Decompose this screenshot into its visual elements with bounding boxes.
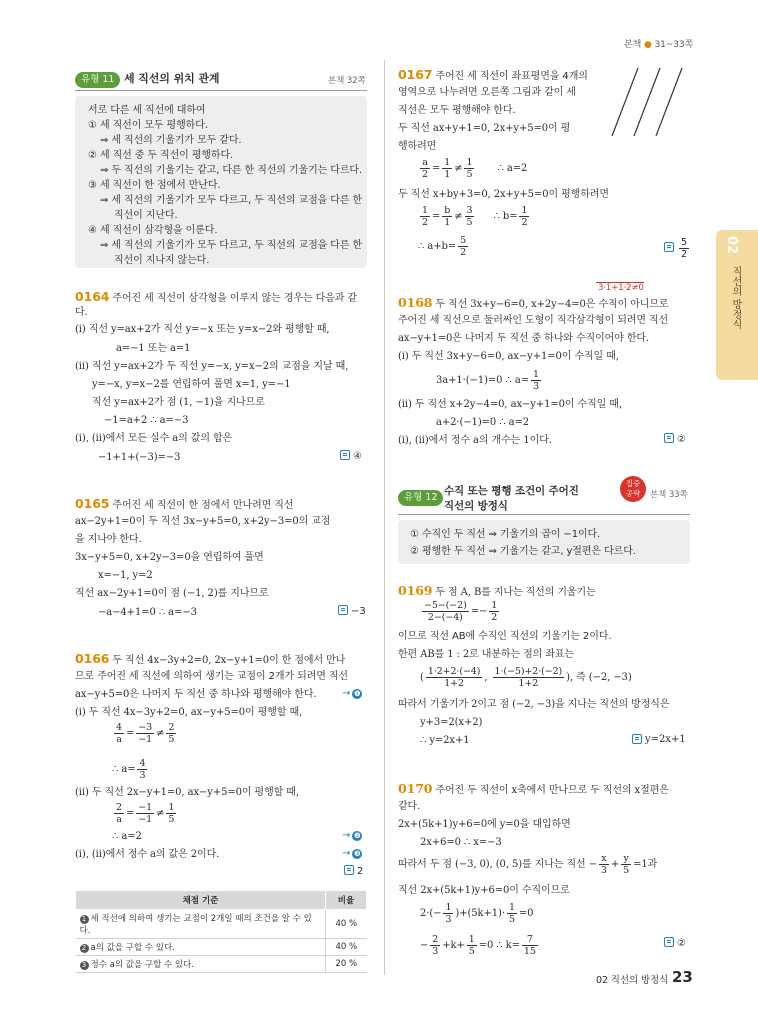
table-row: 1 세 직선에 의하여 생기는 교점이 2개일 때의 조건을 알 수 있다. 40 %: [76, 910, 367, 939]
focus-badge: 집중 공략: [620, 476, 646, 502]
type-rule: [398, 514, 690, 515]
parallel-lines-figure: [608, 64, 690, 140]
answer-0166: 2: [344, 866, 363, 877]
answer-0169: y=2x+1: [632, 734, 686, 745]
answer-0167: $\frac{5}{2}$: [664, 236, 691, 262]
note-annotation: 3·1+1·2≠0: [598, 283, 644, 293]
table-row: 2 a의 값을 구할 수 있다. 40 %: [76, 939, 367, 956]
table-row: 3 정수 a의 값을 구할 수 있다. 20 %: [76, 956, 367, 973]
type-title-2: 직선의 방정식: [444, 500, 508, 512]
answer-0170: ②: [664, 938, 686, 949]
answer-0164: ④: [340, 451, 362, 462]
answer-0165: −3: [338, 606, 366, 617]
page-number: 23: [672, 968, 693, 986]
page-ref: 본책 ● 31~33쪽: [624, 40, 694, 50]
type-rule: [75, 90, 367, 91]
type-title-1: 수직 또는 평행 조건이 주어진: [444, 485, 579, 497]
type-badge: 유형 12: [398, 490, 443, 506]
step-marker-2: → ❷: [342, 830, 361, 841]
grading-criteria-table: 채점 기준 비율 1 세 직선에 의하여 생기는 교점이 2개일 때의 조건을 알 수 있다. 40 % 2 a의 값을 구할 수 있다. 40 % 3 정수 a의 값을 구할 수 있다. 20 %: [75, 890, 367, 973]
type-badge: 유형 11: [75, 72, 120, 88]
footer-chapter: 02 직선의 방정식: [596, 975, 669, 986]
chapter-side-tab[interactable]: 02 직선의 방정식: [716, 230, 758, 380]
step-marker-1: → ❶: [342, 688, 361, 699]
answer-0168: ②: [664, 434, 686, 445]
step-marker-3: → ❸: [342, 848, 361, 859]
type-ref: 본책 32쪽: [328, 76, 366, 86]
type-title: 세 직선의 위치 관계: [124, 72, 220, 85]
type-ref: 본책 33쪽: [650, 490, 688, 500]
column-divider: [384, 60, 385, 975]
